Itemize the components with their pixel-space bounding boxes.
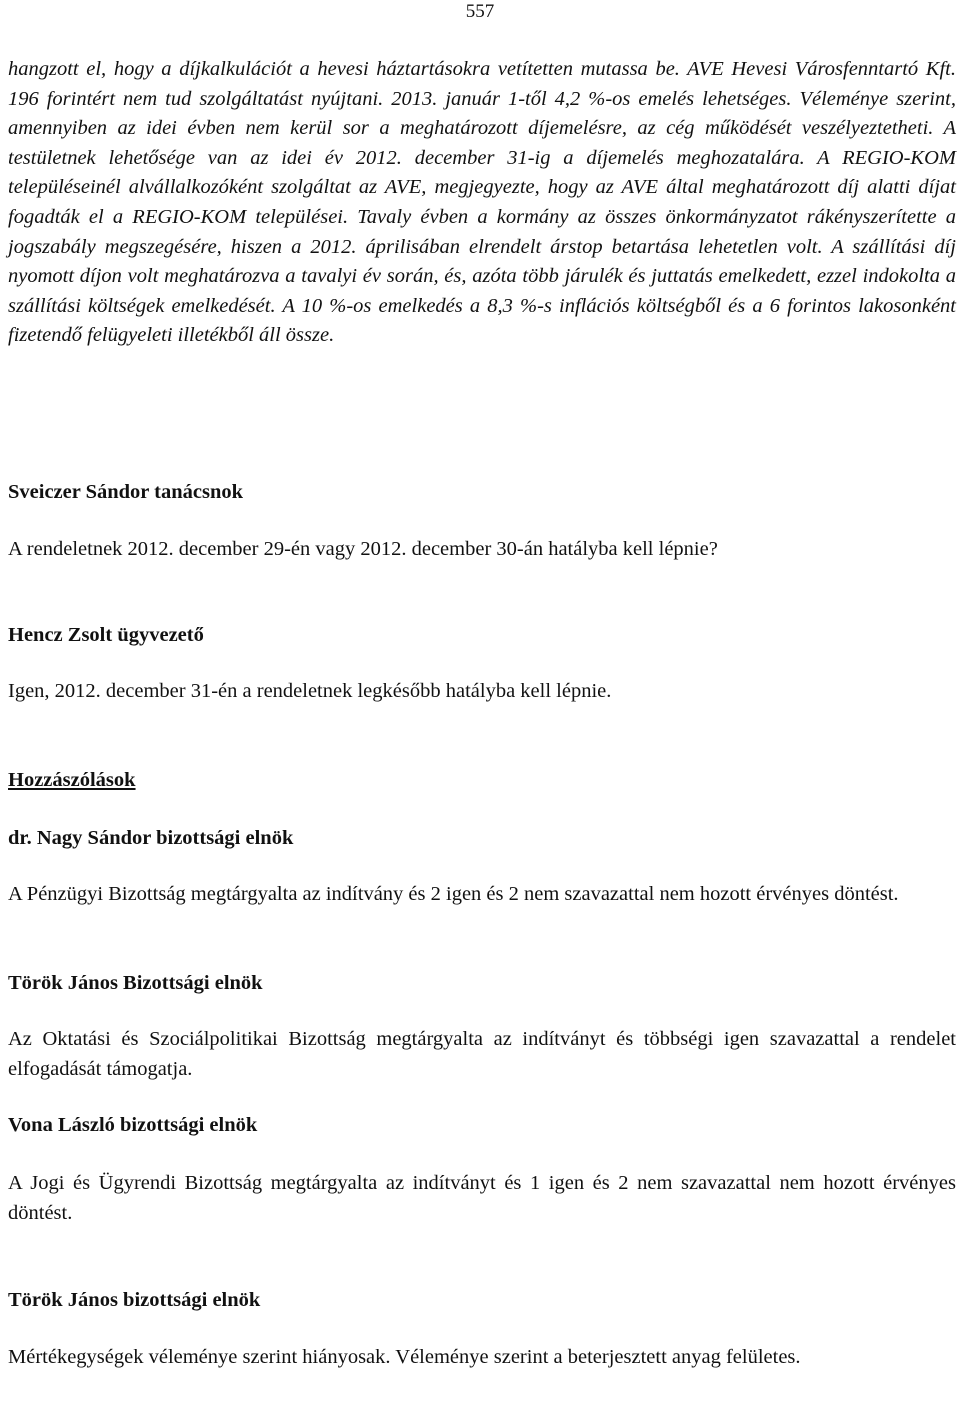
speaker-hencz: Hencz Zsolt ügyvezető: [8, 624, 204, 646]
statement-hencz: Igen, 2012. december 31-én a rendeletnek legkésőbb hatályba kell lépnie.: [8, 680, 612, 702]
section-heading-hozzaszolasok: Hozzászólások: [8, 769, 136, 791]
statement-torok-1: Az Oktatási és Szociálpolitikai Bizottság megtárgyalta az indítványt és többségi igen szavazattal a rendelet elfogadását támogatja.: [8, 1028, 956, 1080]
statement-sveiczer: A rendeletnek 2012. december 29-én vagy 2012. december 30-án hatályba kell lépnie?: [8, 538, 718, 560]
page-number: 557: [465, 1, 495, 22]
speaker-vona: Vona László bizottsági elnök: [8, 1114, 258, 1136]
intro-paragraph: hangzott el, hogy a díjkalkulációt a hevesi háztartásokra vetítetten mutassa be. AVE Hevesi Városfenntartó Kft. 196 forintért nem tud szolgáltatást nyújtani. 2013. január 1-től 4,2 %-os emelés lehetséges. Véleménye szerint, amennyiben az idei évben nem kerül sor a meghatározott díjemelésre, az cég működését veszélyeztetheti. A testületnek lehetősége van az idei év 2012. december 31-ig a díjemelés meghozatalára. A REGIO-KOM településeinél alvállalkozóként szolgáltat az AVE, megjegyezte, hogy az AVE által meghatározott díj alatti díjat fogadták el a REGIO-KOM települései. Tavaly évben a kormány az összes önkormányzatot rákényszerítette a jogszabály megszegésére, hiszen a 2012. áprilisában elrendelt árstop betartása lehetetlen volt. A szállítási díj nyomott díjon volt meghatározva a tavalyi év során, és, azóta több járulék és juttatás emelkedett, ezzel indokolta a szállítási költségek emelkedését. A 10 %-os emelkedés a 8,3 %-s inflációs költségből és a 6 forintos lakosonként fizetendő felügyeleti illetékből áll össze.: [8, 58, 956, 347]
statement-nagy: A Pénzügyi Bizottság megtárgyalta az indítvány és 2 igen és 2 nem szavazattal nem hozott érvényes döntést.: [8, 883, 899, 905]
speaker-torok-1: Török János Bizottsági elnök: [8, 972, 263, 994]
statement-vona: A Jogi és Ügyrendi Bizottság megtárgyalta az indítványt és 1 igen és 2 nem szavazattal nem hozott érvényes döntést.: [8, 1172, 956, 1224]
statement-torok-2: Mértékegységek véleménye szerint hiányosak. Véleménye szerint a beterjesztett anyag felületes.: [8, 1346, 801, 1368]
speaker-sveiczer: Sveiczer Sándor tanácsnok: [8, 481, 244, 503]
speaker-nagy: dr. Nagy Sándor bizottsági elnök: [8, 827, 294, 849]
speaker-torok-2: Török János bizottsági elnök: [8, 1289, 261, 1311]
